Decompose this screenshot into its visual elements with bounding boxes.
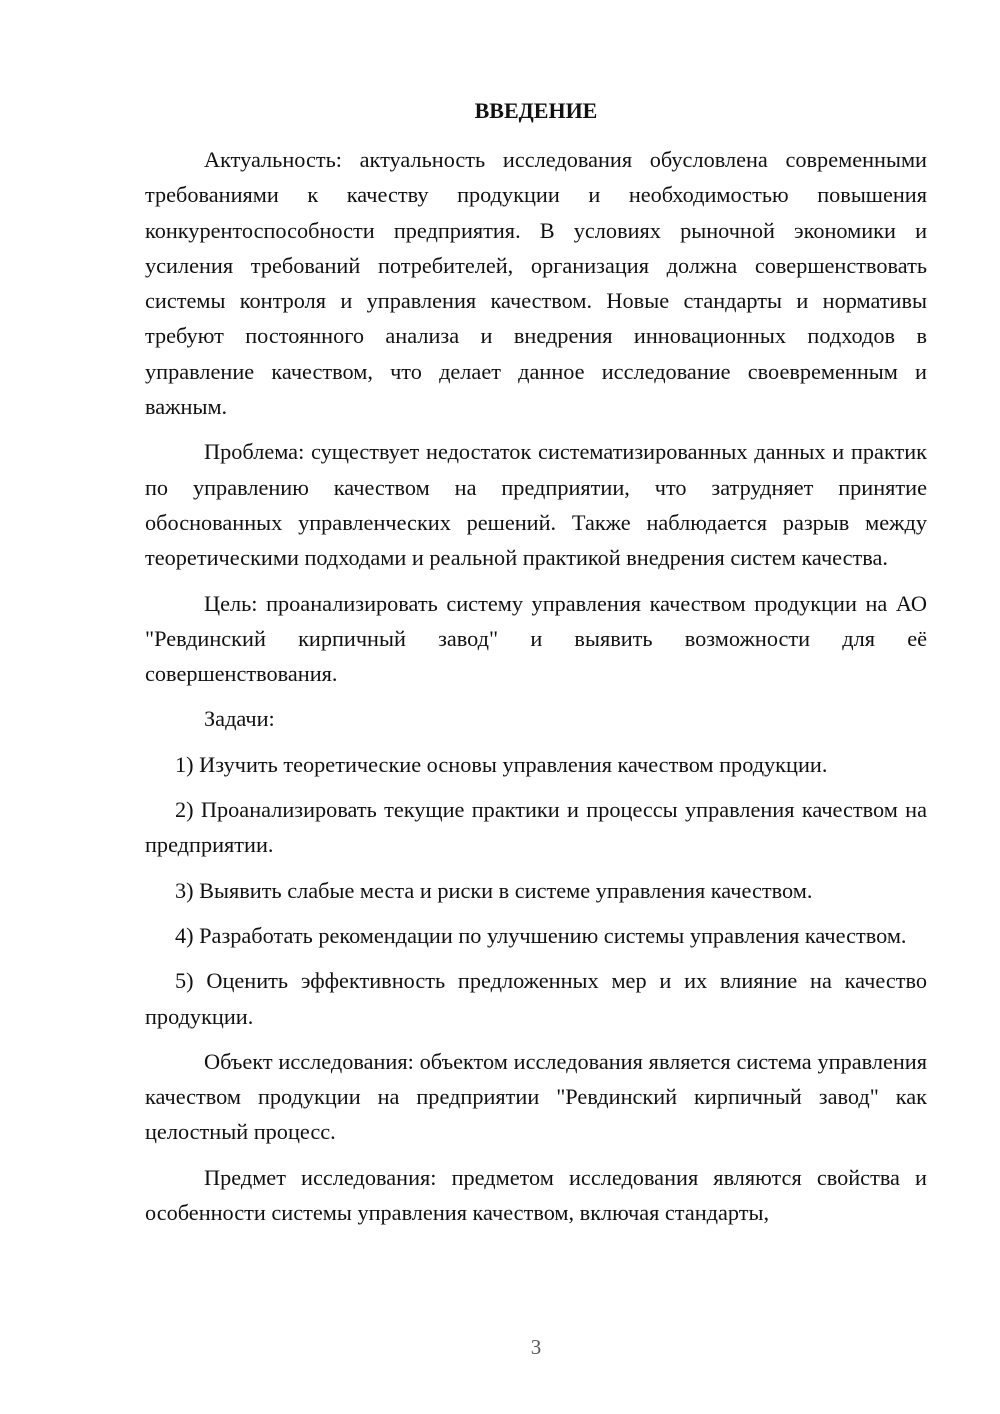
page-title: ВВЕДЕНИЕ bbox=[474, 98, 598, 123]
task-item-2: 2) Проанализировать текущие практики и процессы управления качеством на предприятии. bbox=[145, 797, 927, 858]
document-body bbox=[145, 142, 927, 1240]
task-item-4: 4) Разработать рекомендации по улучшению системы управления качеством. bbox=[175, 922, 907, 948]
page-number: 3 bbox=[530, 1335, 542, 1359]
paragraph-object: Объект исследования: объектом исследования является система управления качеством продукции на предприятии "Ревдинский кирпичный завод" как целостный процесс. bbox=[145, 1048, 927, 1145]
paragraph-problem: Проблема: существует недостаток систематизированных данных и практик по управлению качеством на предприятии, что затрудняет принятие обоснованных управленческих решений. Также наблюдается разрыв между теоретическими подходами и реальной практикой внедрения систем качества. bbox=[145, 439, 927, 571]
paragraph-goal: Цель: проанализировать систему управления качеством продукции на АО "Ревдинский кирпичный завод" и выявить возможности для её совершенствования. bbox=[145, 590, 927, 687]
task-item-5: 5) Оценить эффективность предложенных мер и их влияние на качество продукции. bbox=[145, 968, 927, 1029]
paragraph-subject: Предмет исследования: предметом исследования являются свойства и особенности системы управления качеством, включая стандарты, bbox=[145, 1164, 927, 1226]
task-item-3: 3) Выявить слабые места и риски в системе управления качеством. bbox=[175, 877, 813, 903]
paragraph-relevance: Актуальность: актуальность исследования обусловлена современными требованиями к качеству продукции и необходимостью повышения конкурентоспособности предприятия. В условиях рыночной экономики и усиления требований потребителей, организация должна совершенствовать системы контроля и управления качеством. Новые стандарты и нормативы требуют постоянного анализа и внедрения инновационных подходов в управление качеством, что делает данное исследование своевременным и важным. bbox=[145, 147, 927, 420]
tasks-label: Задачи: bbox=[204, 706, 275, 732]
task-item-1: 1) Изучить теоретические основы управления качеством продукции. bbox=[175, 751, 828, 777]
